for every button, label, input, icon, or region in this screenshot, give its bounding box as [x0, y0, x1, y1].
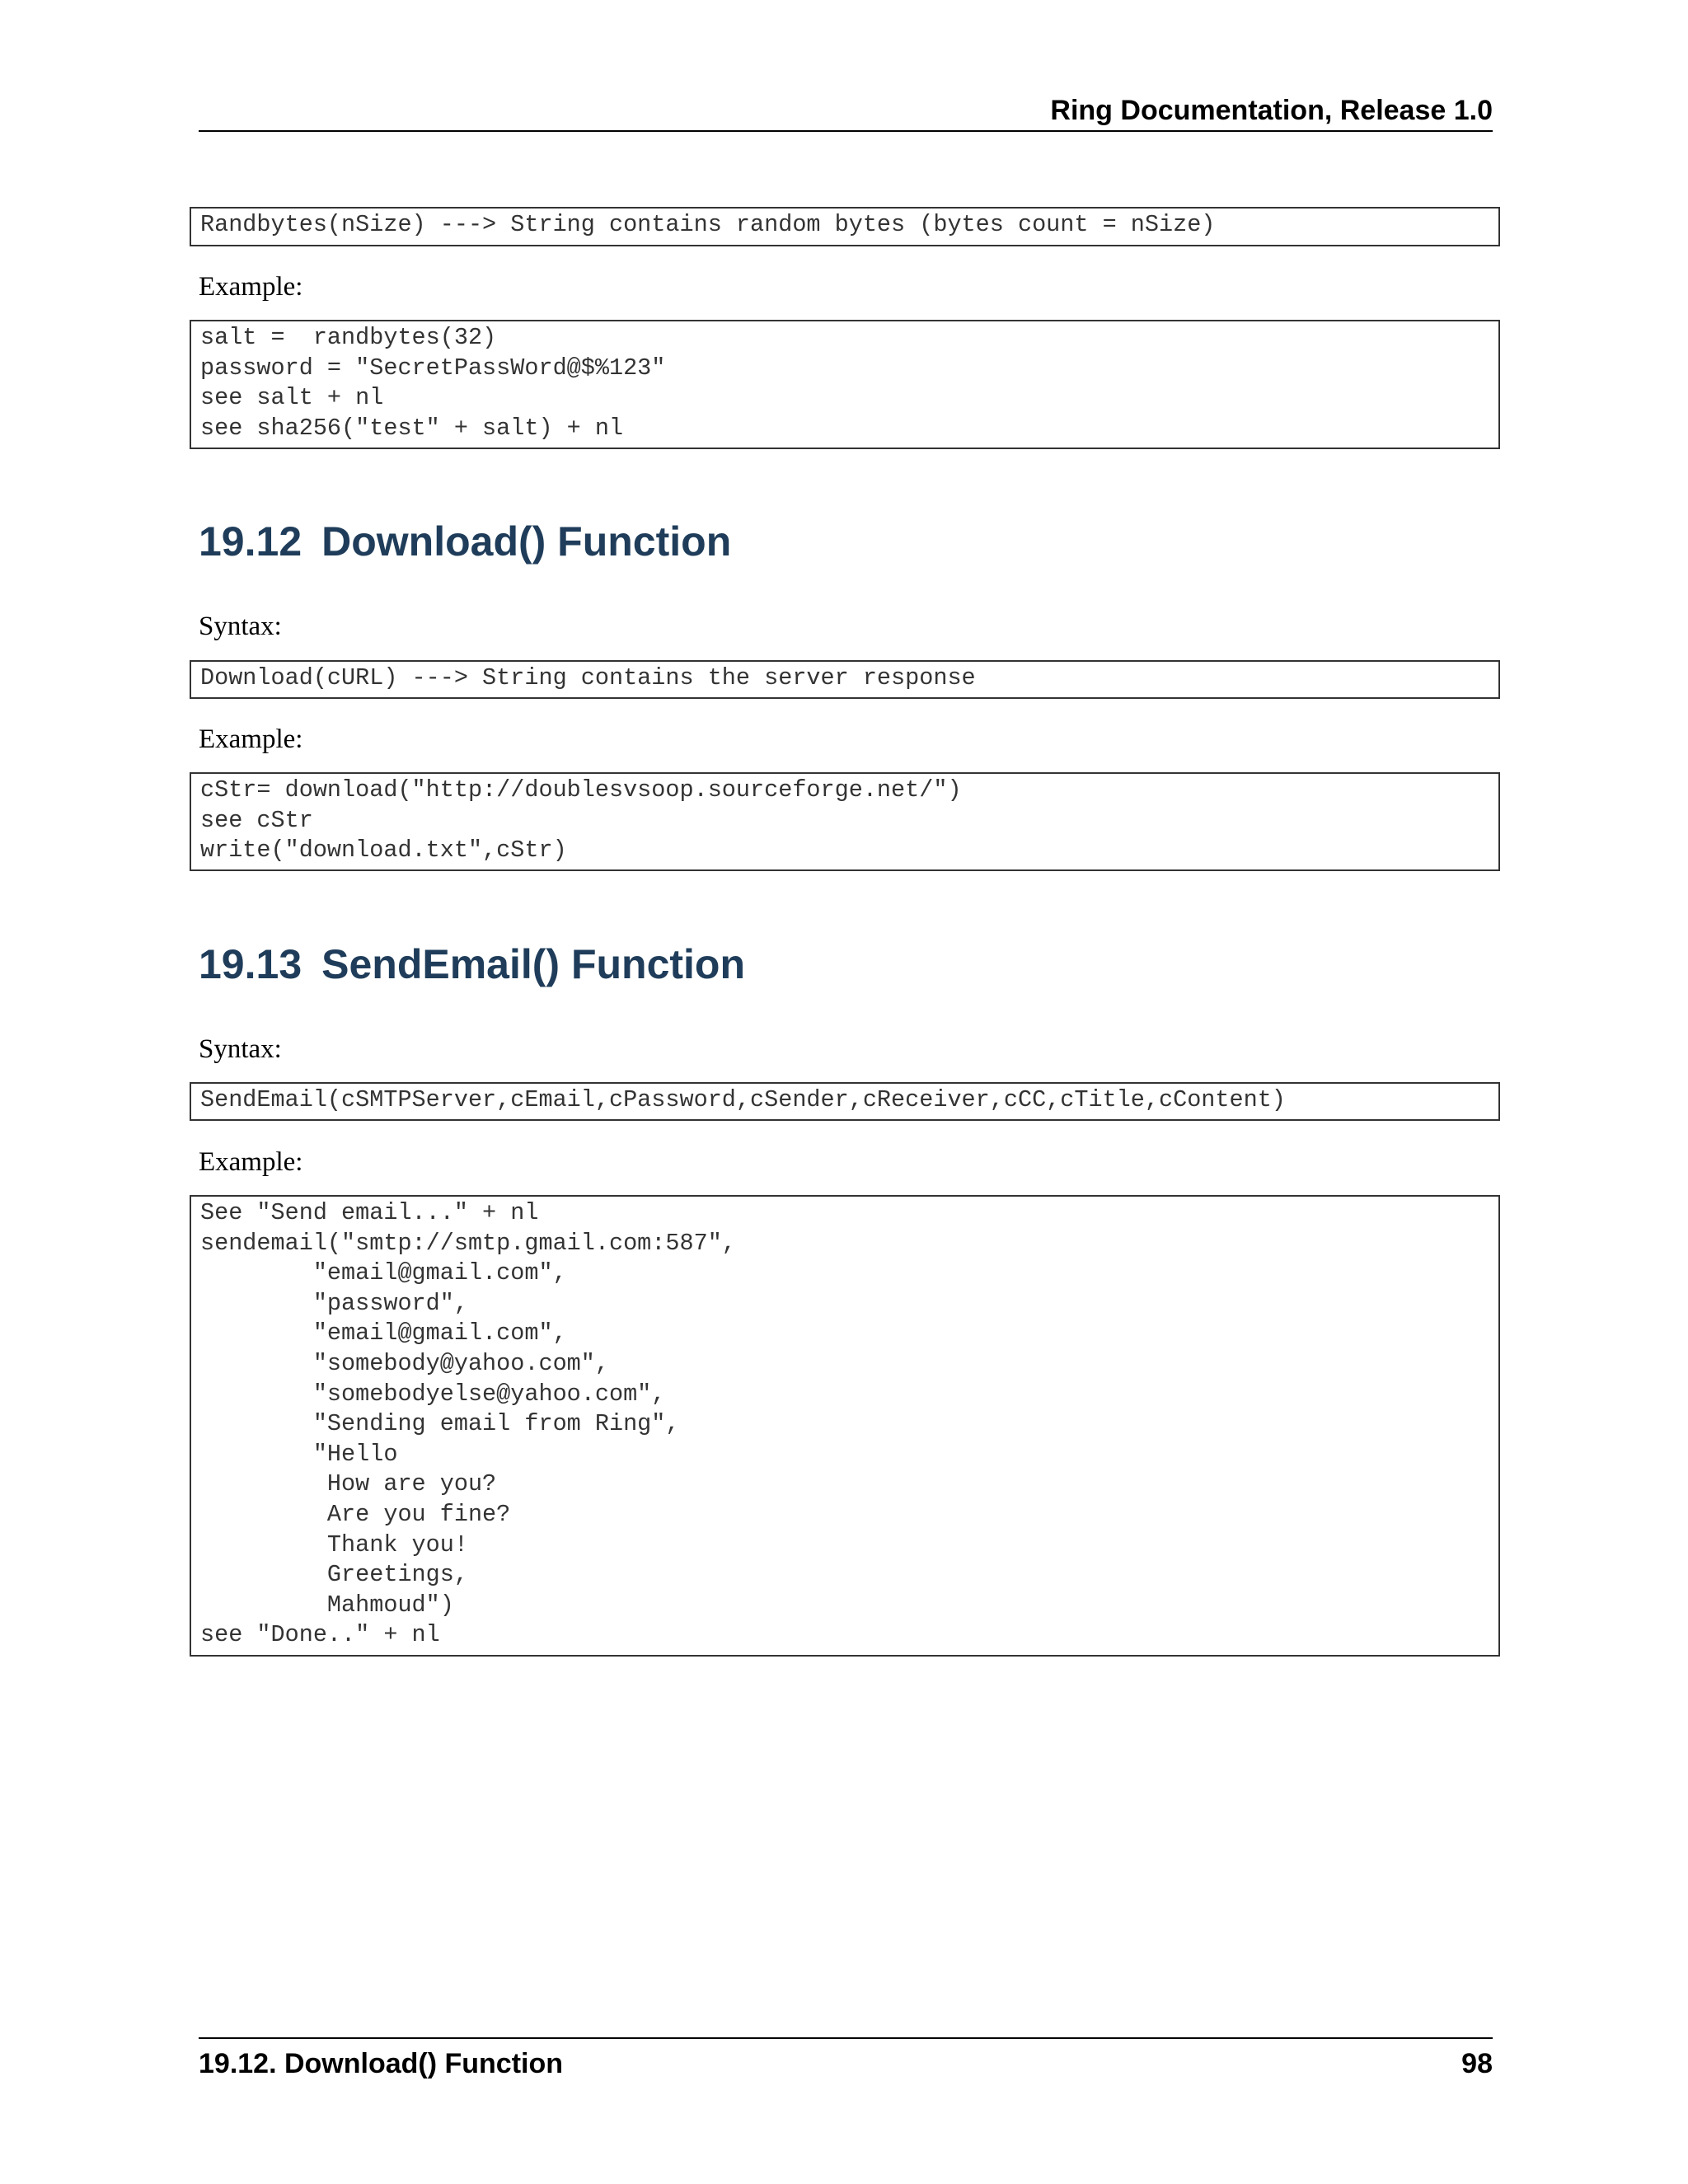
sendemail-section-heading — [199, 939, 745, 990]
download-section-title: Download() Function — [321, 518, 732, 565]
footer-rule — [199, 2037, 1493, 2039]
randbytes-example-label: Example: — [199, 272, 303, 302]
sendemail-syntax-label: Syntax: — [199, 1034, 282, 1064]
download-section-number: 19.12 — [199, 518, 302, 565]
download-example-code: cStr= download("http://doublesvsoop.sourceforge.net/") see cStr write("download.txt",cStr) — [190, 772, 1500, 871]
header-rule — [199, 130, 1493, 132]
randbytes-example-code: salt = randbytes(32) password = "SecretPassWord@$%123" see salt + nl see sha256("test" + salt) + nl — [190, 320, 1500, 449]
sendemail-syntax-code: SendEmail(cSMTPServer,cEmail,cPassword,cSender,cReceiver,cCC,cTitle,cContent) — [190, 1082, 1500, 1121]
sendemail-section-number: 19.13 — [199, 941, 302, 987]
footer-page-number: 98 — [1461, 2048, 1493, 2079]
download-section-heading — [199, 516, 731, 567]
sendemail-example-code: See "Send email..." + nl sendemail("smtp://smtp.gmail.com:587", "email@gmail.com", "password", "email@gmail.com", "somebody@yahoo.com", "somebodyelse@yahoo.com", "Sending email from Ring", "Hello How are you? Are you fine? Thank you! Greetings, Mahmoud") see "Done.." + nl — [190, 1195, 1500, 1657]
sendemail-example-label: Example: — [199, 1147, 303, 1177]
sendemail-section-title: SendEmail() Function — [321, 941, 746, 987]
download-syntax-label: Syntax: — [199, 612, 282, 641]
footer-section-reference: 19.12. Download() Function — [199, 2048, 564, 2079]
randbytes-syntax-code: Randbytes(nSize) ---> String contains random bytes (bytes count = nSize) — [190, 207, 1500, 246]
download-syntax-code: Download(cURL) ---> String contains the server response — [190, 660, 1500, 699]
download-example-label: Example: — [199, 724, 303, 754]
running-header: Ring Documentation, Release 1.0 — [1050, 95, 1493, 126]
